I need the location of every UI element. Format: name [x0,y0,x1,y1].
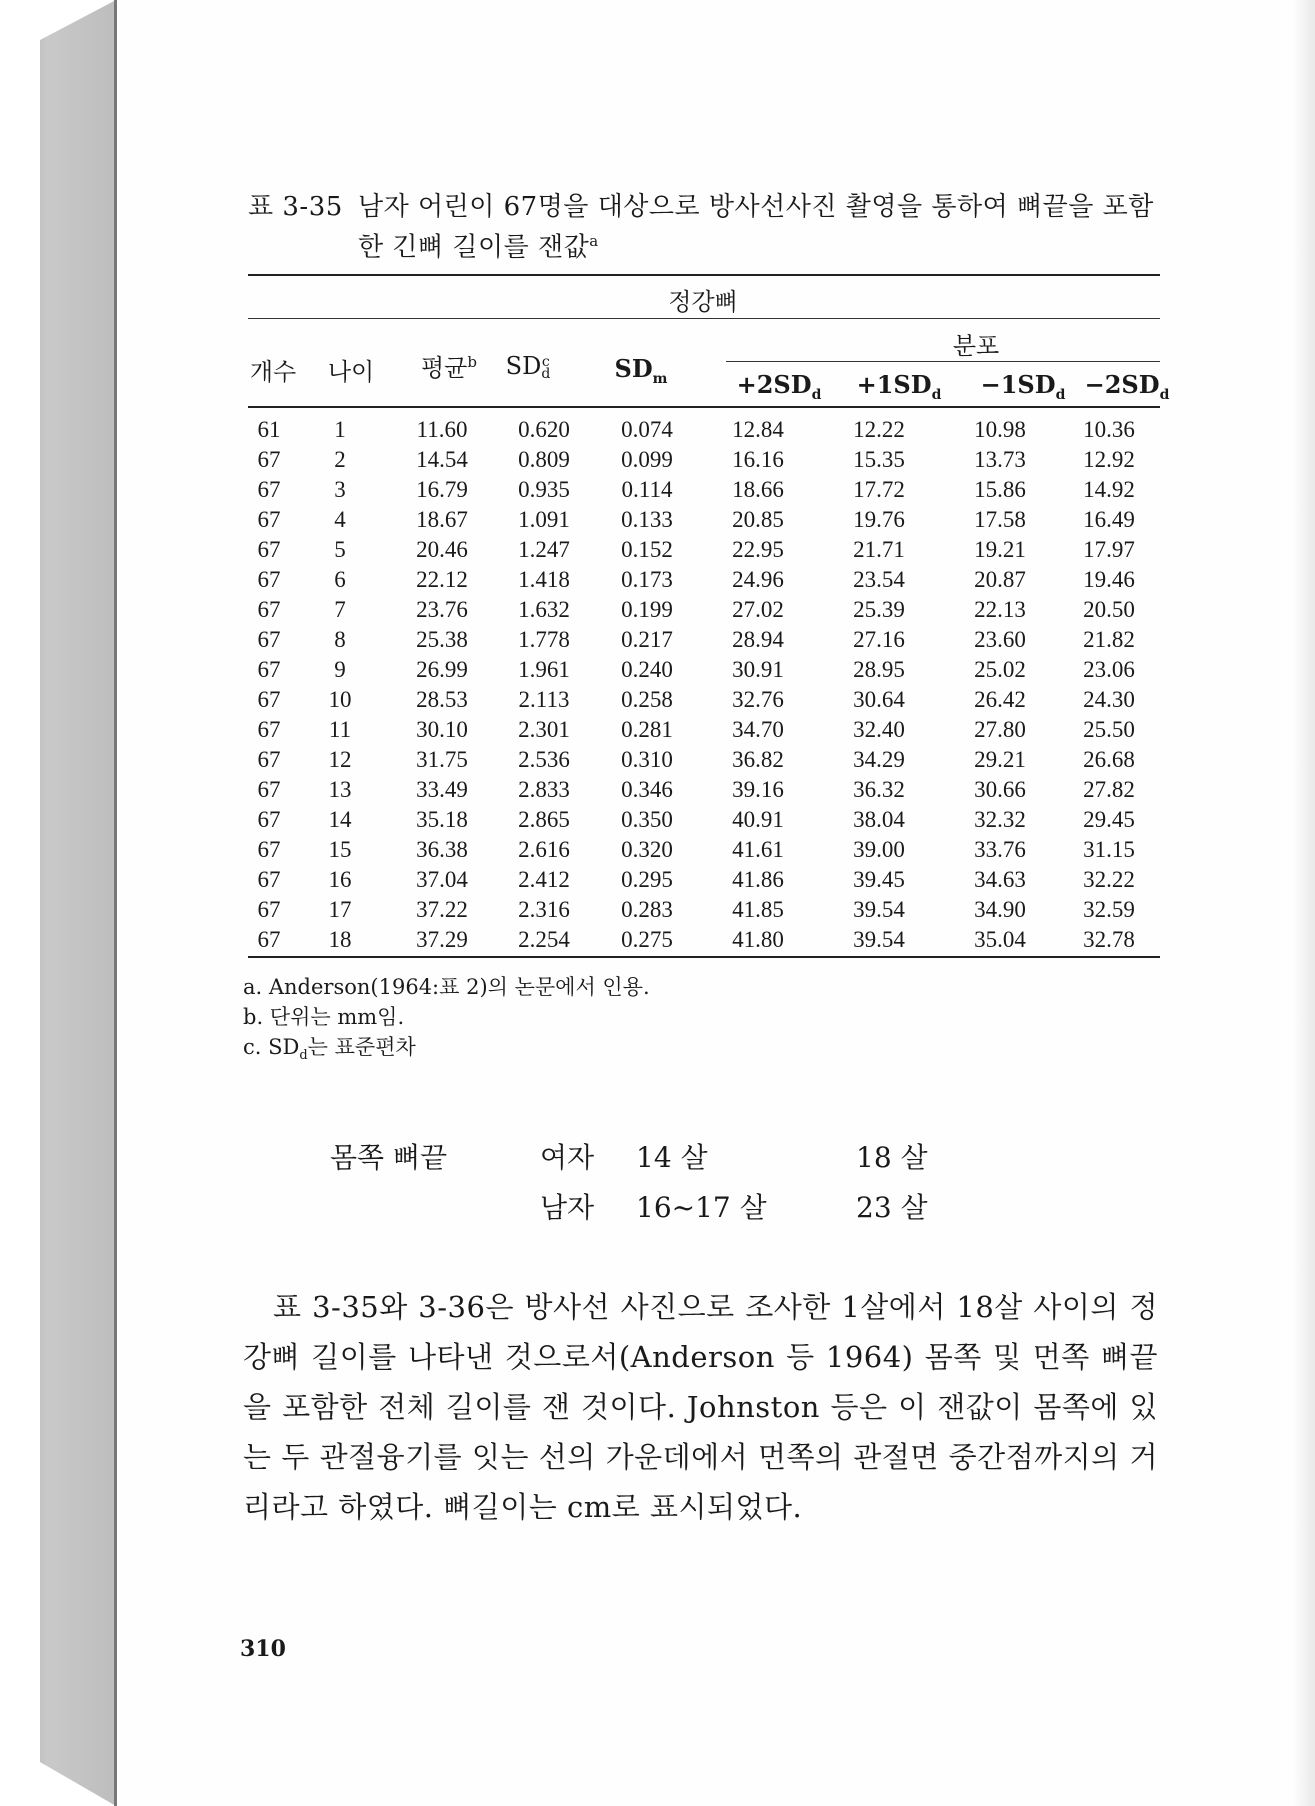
cell-count: 67 [257,747,281,772]
cell-sdd: 2.833 [518,777,570,802]
cell-age: 14 [328,807,352,832]
cell-plus2sd: 40.91 [732,807,784,832]
cell-mean: 36.38 [416,837,468,862]
cell-age: 8 [334,627,346,652]
cell-minus2sd: 31.15 [1083,837,1135,862]
cell-minus1sd: 25.02 [974,657,1026,682]
cell-plus2sd: 34.70 [732,717,784,742]
cell-minus1sd: 10.98 [974,417,1026,442]
cell-sdm: 0.281 [621,717,673,742]
cell-count: 67 [257,927,281,952]
cell-count: 67 [257,837,281,862]
cell-minus2sd: 24.30 [1083,687,1135,712]
cell-minus2sd: 23.06 [1083,657,1135,682]
cell-age: 10 [328,687,352,712]
caption-footnote-mark: a [589,232,599,250]
cell-sdd: 0.935 [518,477,570,502]
paragraph-text: 표 3-35와 3-36은 방사선 사진으로 조사한 1살에서 18살 사이의 정강뼈 길이를 나타낸 것으로서(Anderson 등 1964) 몸쪽 및 먼쪽 뼈끝을 포함한 전체 길이를 잰 것이다. Johnston 등은 이 잰값이 몸쪽에 있는 두 관절융기를 잇는 선의 가운데에서 먼쪽의 관절면 중간점까지의 거리라고 하였다. 뼈길이는 cm로 표시되었다. [243,1290,1158,1524]
cell-sdm: 0.275 [621,927,673,952]
cell-minus2sd: 20.50 [1083,597,1135,622]
cell-plus2sd: 36.82 [732,747,784,772]
cell-age: 16 [328,867,352,892]
cell-plus1sd: 27.16 [853,627,905,652]
cell-plus1sd: 39.45 [853,867,905,892]
bone-rule [248,318,1160,319]
cell-count: 67 [257,777,281,802]
cell-count: 67 [257,597,281,622]
cell-plus1sd: 38.04 [853,807,905,832]
cell-count: 67 [257,657,281,682]
cell-minus1sd: 17.58 [974,507,1026,532]
cell-plus2sd: 20.85 [732,507,784,532]
cell-minus2sd: 26.68 [1083,747,1135,772]
table-row [248,775,1160,805]
page-shadow [1293,0,1315,1806]
cell-minus1sd: 29.21 [974,747,1026,772]
cell-minus2sd: 32.78 [1083,927,1135,952]
table-row [248,445,1160,475]
cell-sdd: 2.316 [518,897,570,922]
col-sdm-header: $SD_m$ [614,354,668,387]
col-minus1sd-header: $-1SD_d$ [980,370,1066,403]
cell-sdm: 0.217 [621,627,673,652]
table-row [248,895,1160,925]
cell-minus1sd: 19.21 [974,537,1026,562]
cell-sdd: 1.418 [518,567,570,592]
cell-mean: 28.53 [416,687,468,712]
cell-plus2sd: 28.94 [732,627,784,652]
cell-plus1sd: 28.95 [853,657,905,682]
cell-plus1sd: 30.64 [853,687,905,712]
table-row [248,865,1160,895]
cell-sdd: 2.301 [518,717,570,742]
cell-minus2sd: 16.49 [1083,507,1135,532]
cell-count: 67 [257,807,281,832]
table-row [248,805,1160,835]
cell-minus1sd: 33.76 [974,837,1026,862]
cell-sdm: 0.099 [621,447,673,472]
cell-mean: 14.54 [416,447,468,472]
cell-minus1sd: 15.86 [974,477,1026,502]
cell-minus2sd: 25.50 [1083,717,1135,742]
col-age-header: 나이 [327,358,375,386]
male-age-end: 23 살 [856,1191,928,1224]
cell-count: 67 [257,477,281,502]
table-row [248,715,1160,745]
cell-count: 67 [257,627,281,652]
cell-minus1sd: 22.13 [974,597,1026,622]
cell-age: 9 [334,657,346,682]
cell-plus2sd: 41.85 [732,897,784,922]
cell-sdd: 2.536 [518,747,570,772]
note-a: a. Anderson(1964:표 2)의 논문에서 인용. [243,975,650,999]
cell-sdd: 1.778 [518,627,570,652]
female-age-start: 14 살 [636,1141,708,1174]
cell-mean: 18.67 [416,507,468,532]
table-row [248,535,1160,565]
cell-age: 2 [334,447,346,472]
cell-sdm: 0.114 [621,477,673,502]
cell-sdd: 2.113 [518,687,570,712]
distribution-header: 분포 [952,332,1000,360]
book-spine [0,0,118,1806]
cell-count: 67 [257,507,281,532]
cell-age: 4 [334,507,346,532]
cell-minus1sd: 30.66 [974,777,1026,802]
cell-minus2sd: 17.97 [1083,537,1135,562]
cell-mean: 23.76 [416,597,468,622]
cell-sdd: 2.616 [518,837,570,862]
cell-count: 67 [257,567,281,592]
cell-sdm: 0.320 [621,837,673,862]
cell-count: 61 [257,417,281,442]
cell-sdm: 0.283 [621,897,673,922]
cell-plus1sd: 39.54 [853,927,905,952]
cell-sdm: 0.240 [621,657,673,682]
cell-plus2sd: 22.95 [732,537,784,562]
page-number: 310 [240,1636,286,1662]
caption-line2: 한 긴뼈 길이를 잰값 [358,232,590,263]
cell-plus1sd: 12.22 [853,417,905,442]
cell-count: 67 [257,717,281,742]
cell-minus1sd: 20.87 [974,567,1026,592]
table-row [248,745,1160,775]
cell-mean: 37.22 [416,897,468,922]
cell-sdm: 0.350 [621,807,673,832]
table-caption [248,190,1158,265]
cell-plus1sd: 21.71 [853,537,905,562]
cell-sdm: 0.133 [621,507,673,532]
cell-sdd: 1.632 [518,597,570,622]
cell-age: 7 [334,597,346,622]
cell-sdm: 0.295 [621,867,673,892]
cell-minus1sd: 34.90 [974,897,1026,922]
table-row [248,595,1160,625]
cell-plus2sd: 16.16 [732,447,784,472]
cell-sdd: 1.961 [518,657,570,682]
cell-age: 3 [334,477,346,502]
col-sdd-header: SD c d [505,352,551,382]
cell-sdm: 0.258 [621,687,673,712]
female-label: 여자 [540,1141,595,1174]
cell-plus1sd: 32.40 [853,717,905,742]
female-age-end: 18 살 [856,1141,928,1174]
male-age-start: 16~17 살 [636,1191,767,1224]
col-plus2sd-header: $+2SD_d$ [736,370,822,403]
col-plus1sd-header: $+1SD_d$ [856,370,942,403]
table-row [248,925,1160,955]
cell-minus2sd: 32.59 [1083,897,1135,922]
table-row [248,655,1160,685]
cell-mean: 31.75 [416,747,468,772]
table-row [248,565,1160,595]
cell-mean: 37.29 [416,927,468,952]
cell-count: 67 [257,537,281,562]
cell-plus1sd: 39.00 [853,837,905,862]
cell-plus2sd: 32.76 [732,687,784,712]
cell-age: 1 [334,417,346,442]
body-paragraph [243,1282,1158,1532]
table-row [248,475,1160,505]
cell-plus1sd: 39.54 [853,897,905,922]
cell-plus2sd: 18.66 [732,477,784,502]
cell-minus2sd: 21.82 [1083,627,1135,652]
cell-sdd: 0.620 [518,417,570,442]
cell-mean: 37.04 [416,867,468,892]
table-row [248,415,1160,445]
cell-mean: 22.12 [416,567,468,592]
cell-count: 67 [257,447,281,472]
cell-plus1sd: 36.32 [853,777,905,802]
cell-mean: 25.38 [416,627,468,652]
cell-plus2sd: 41.61 [732,837,784,862]
cell-minus1sd: 34.63 [974,867,1026,892]
bone-header: 정강뼈 [668,288,738,316]
cell-plus1sd: 23.54 [853,567,905,592]
cell-plus1sd: 15.35 [853,447,905,472]
cell-minus2sd: 12.92 [1083,447,1135,472]
cell-sdm: 0.310 [621,747,673,772]
note-c: c. $SD_d$는 표준편차 [243,1035,416,1064]
table-notes [243,972,650,1071]
distribution-rule [726,361,1160,362]
cell-mean: 11.60 [416,417,468,442]
cell-plus2sd: 30.91 [732,657,784,682]
cell-sdm: 0.346 [621,777,673,802]
table-row [248,505,1160,535]
cell-sdm: 0.173 [621,567,673,592]
cell-mean: 26.99 [416,657,468,682]
cell-age: 17 [328,897,352,922]
cell-mean: 20.46 [416,537,468,562]
cell-mean: 35.18 [416,807,468,832]
male-label: 남자 [540,1191,595,1224]
cell-plus2sd: 12.84 [732,417,784,442]
growth-label: 몸쪽 뼈끝 [330,1141,448,1174]
cell-sdd: 2.412 [518,867,570,892]
cell-count: 67 [257,687,281,712]
cell-sdm: 0.152 [621,537,673,562]
cell-plus2sd: 41.80 [732,927,784,952]
cell-count: 67 [257,897,281,922]
caption-label: 표 3-35 [248,192,343,222]
cell-age: 11 [328,717,352,742]
table-bottom-rule [248,956,1160,958]
cell-minus1sd: 13.73 [974,447,1026,472]
cell-minus1sd: 32.32 [974,807,1026,832]
cell-minus2sd: 19.46 [1083,567,1135,592]
cell-plus1sd: 17.72 [853,477,905,502]
cell-mean: 30.10 [416,717,468,742]
cell-age: 6 [334,567,346,592]
cell-age: 13 [328,777,352,802]
cell-minus2sd: 32.22 [1083,867,1135,892]
cell-sdm: 0.074 [621,417,673,442]
cell-plus2sd: 39.16 [732,777,784,802]
cell-age: 12 [328,747,352,772]
cell-mean: 16.79 [416,477,468,502]
cell-sdd: 2.865 [518,807,570,832]
cell-plus2sd: 27.02 [732,597,784,622]
cell-plus1sd: 19.76 [853,507,905,532]
cell-age: 5 [334,537,346,562]
col-minus2sd-header: $-2SD_d$ [1084,370,1170,403]
caption-line1: 남자 어린이 67명을 대상으로 방사선사진 촬영을 통하여 뼈끝을 포함 [358,192,1154,222]
cell-count: 67 [257,867,281,892]
cell-age: 18 [328,927,352,952]
cell-minus1sd: 23.60 [974,627,1026,652]
table-top-rule [248,274,1160,276]
cell-sdd: 0.809 [518,447,570,472]
table-row [248,625,1160,655]
cell-minus2sd: 10.36 [1083,417,1135,442]
cell-minus1sd: 27.80 [974,717,1026,742]
cell-age: 15 [328,837,352,862]
table-row [248,685,1160,715]
cell-plus1sd: 34.29 [853,747,905,772]
cell-plus1sd: 25.39 [853,597,905,622]
note-b: b. 단위는 mm임. [243,1005,405,1029]
cell-minus1sd: 26.42 [974,687,1026,712]
cell-mean: 33.49 [416,777,468,802]
cell-plus2sd: 41.86 [732,867,784,892]
cell-minus2sd: 14.92 [1083,477,1135,502]
cell-minus1sd: 35.04 [974,927,1026,952]
cell-minus2sd: 27.82 [1083,777,1135,802]
table-row [248,835,1160,865]
col-mean-header: 평균$^b$ [421,353,477,382]
cell-sdd: 1.247 [518,537,570,562]
cell-sdm: 0.199 [621,597,673,622]
cell-minus2sd: 29.45 [1083,807,1135,832]
cell-sdd: 2.254 [518,927,570,952]
col-count-header: 개수 [249,358,297,386]
header-bottom-rule [248,406,1160,408]
cell-sdd: 1.091 [518,507,570,532]
cell-plus2sd: 24.96 [732,567,784,592]
table-body [248,415,1160,955]
